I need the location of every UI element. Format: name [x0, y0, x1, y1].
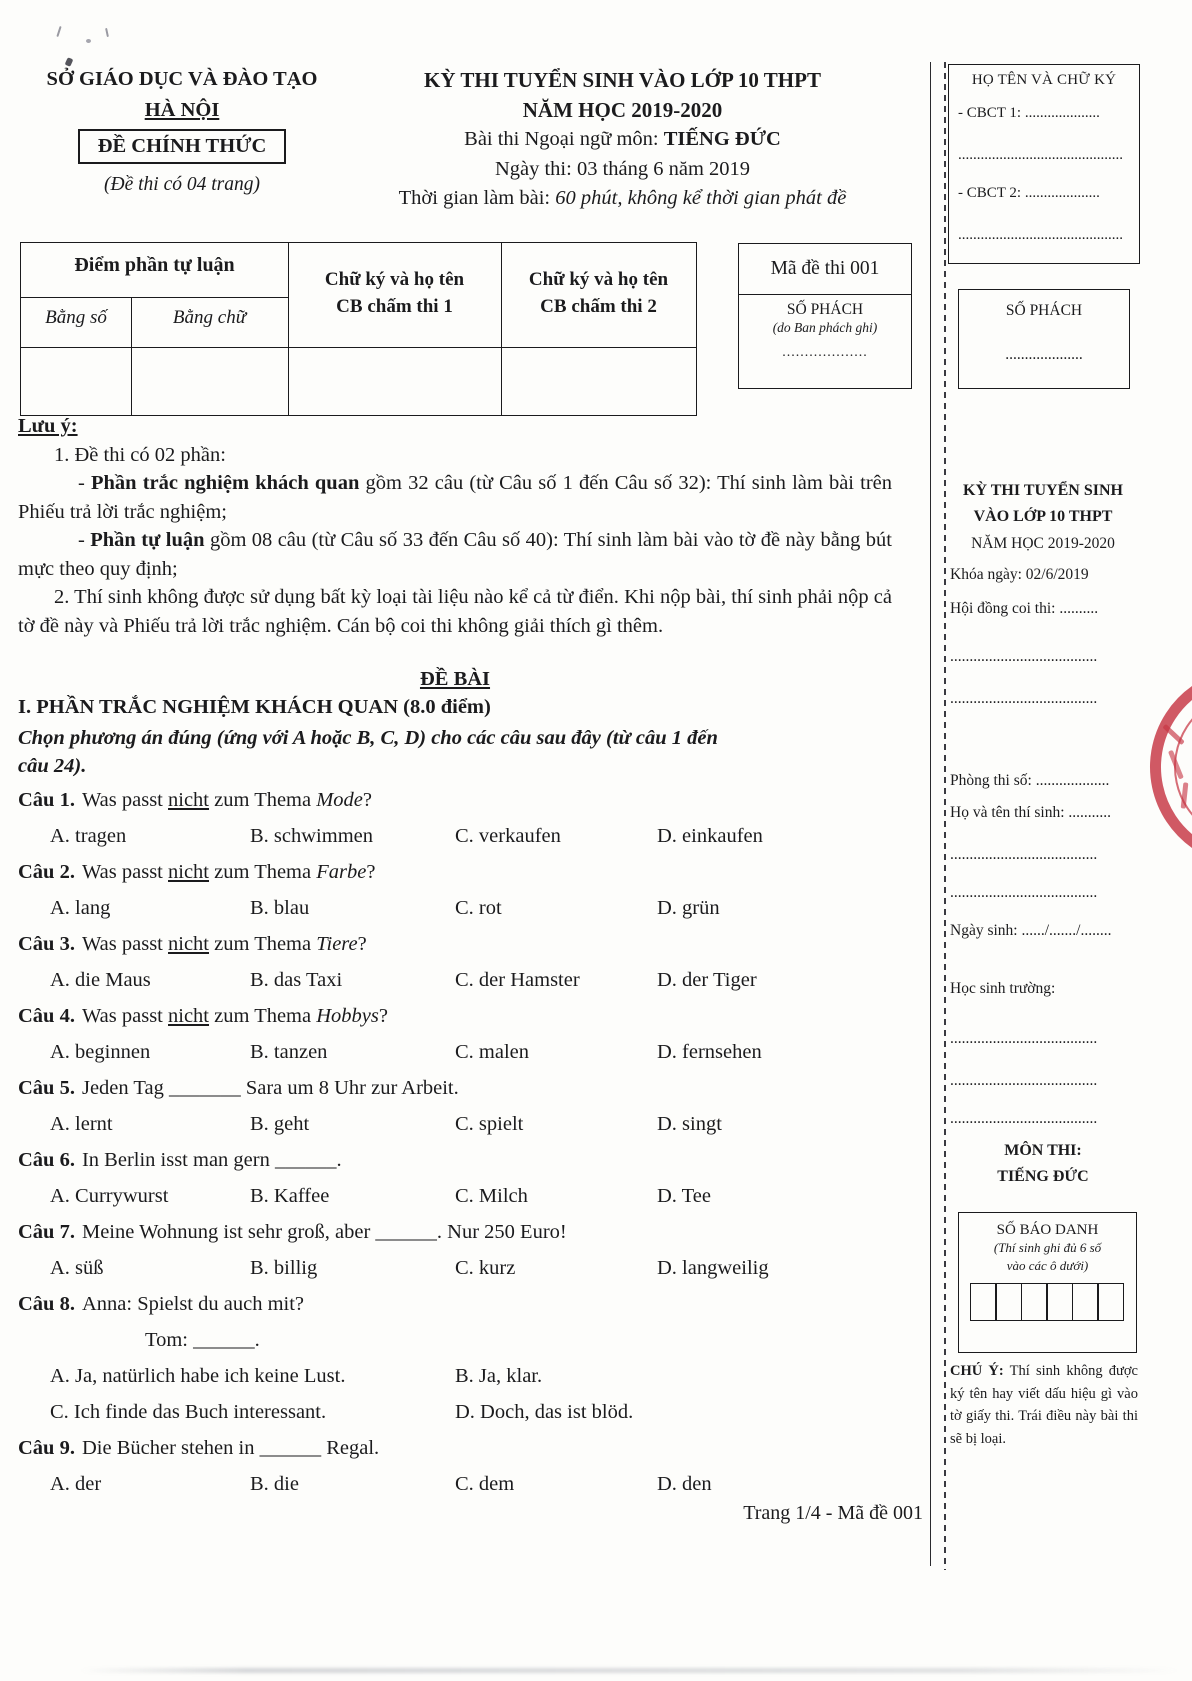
instruction	[18, 724, 898, 780]
candidate-number-note2: vào các ô dưới)	[1006, 1258, 1089, 1273]
sidebar-exam-council: Hội đồng coi thi: ..........	[950, 600, 1099, 617]
answer-options	[18, 1358, 918, 1394]
digit-cell	[1072, 1283, 1099, 1321]
option-d: D. Doch, das ist blöd.	[455, 1401, 634, 1423]
official-exam-badge: ĐỀ CHÍNH THỨC	[78, 129, 287, 164]
q-italic: Farbe	[316, 861, 367, 883]
bullet-1-bold: Phần trắc nghiệm khách quan	[90, 472, 360, 494]
subject-name: TIẾNG ĐỨC	[663, 128, 781, 150]
dotted-line: ............................................	[958, 227, 1123, 243]
sidebar-birth-date: Ngày sinh: ....../......./........	[950, 922, 1112, 939]
option-a: A. lang	[50, 897, 111, 919]
question-6	[18, 1142, 918, 1214]
red-official-stamp	[1132, 650, 1192, 885]
exam-date-line: Ngày thi: 03 tháng 6 năm 2019	[494, 157, 751, 180]
sidebar-exam-title2: VÀO LỚP 10 THPT	[973, 508, 1113, 525]
answer-options	[18, 1250, 918, 1286]
question-5	[18, 1070, 918, 1142]
option-a: A. beginnen	[50, 1041, 151, 1063]
note-item-1: 1. Đề thi có 02 phần:	[54, 443, 226, 466]
exam-title-line2: NĂM HỌC 2019-2020	[522, 97, 723, 122]
note-item-2: 2. Thí sinh không được sử dụng bất kỳ loại tài liệu nào kể cả từ điển. Khi nộp bài, thí sinh phải nộp cả tờ đề này và Phiếu trả lời trắc nghiệm. Cán bộ coi thi không giải thích gì thêm.	[18, 586, 892, 637]
vertical-dashed-cut-line	[944, 62, 946, 1570]
bullet-dash: -	[78, 529, 91, 551]
question-dialog-line: Tom: ______.	[145, 1329, 260, 1351]
so-phach-label: SỐ PHÁCH	[786, 301, 864, 318]
proctor-signature-box	[948, 64, 1140, 264]
answer-options	[18, 962, 918, 998]
header-left	[22, 68, 342, 196]
sidebar-school: Học sinh trường:	[950, 980, 1056, 997]
dotted-line: ......................................	[950, 846, 1098, 863]
q-text: Jeden Tag _______ Sara um 8 Uhr zur Arbeit.	[81, 1077, 459, 1099]
question-number: Câu 5.	[18, 1077, 75, 1099]
grader2-line2: CB chấm thi 2	[540, 296, 657, 317]
sidebar-subject-name: TIẾNG ĐỨC	[997, 1168, 1089, 1185]
grader1-header	[288, 266, 501, 320]
dotted-line: ....................	[1005, 346, 1083, 363]
digit-cell	[1046, 1283, 1073, 1321]
question-number: Câu 1.	[18, 789, 75, 811]
answer-options	[18, 1466, 918, 1502]
candidate-number-note1: (Thí sinh ghi đủ 6 số	[993, 1240, 1102, 1255]
option-b: B. schwimmen	[250, 825, 373, 847]
option-a: A. der	[50, 1473, 102, 1495]
digit-cell	[1097, 1283, 1124, 1321]
candidate-number-title: SỐ BÁO DANH	[996, 1222, 1099, 1238]
q-text: zum Thema	[209, 861, 317, 883]
candidate-number-cells	[959, 1283, 1136, 1321]
proctor-1-line: - CBCT 1: ....................	[958, 105, 1100, 121]
exam-code: Mã đề thi 001	[739, 244, 911, 295]
dotted-line: ......................................	[950, 690, 1098, 707]
score-numeric-header: Bằng số	[45, 307, 107, 328]
de-bai-heading	[18, 668, 892, 691]
option-c: C. rot	[455, 897, 502, 919]
q-underlined: nicht	[168, 861, 210, 883]
option-c: C. verkaufen	[455, 825, 561, 847]
question-2	[18, 854, 918, 926]
option-a: A. Ja, natürlich habe ich keine Lust.	[50, 1365, 346, 1387]
question-text	[18, 1142, 918, 1178]
q-text: ?	[357, 933, 367, 955]
option-b: B. das Taxi	[250, 969, 343, 991]
bullet-2-text: gồm 08 câu (từ Câu số 33 đến Câu số 40): Thí sinh làm bài vào tờ đề này bằng bút mực theo quy định;	[18, 529, 893, 580]
sidebar-session-date: Khóa ngày: 02/6/2019	[950, 566, 1089, 583]
duration-value: 60 phút, không kể thời gian phát đề	[555, 187, 847, 209]
candidate-number-box	[958, 1212, 1137, 1353]
sidebar-subject-label: MÔN THI:	[1004, 1142, 1082, 1159]
duration-prefix: Thời gian làm bài:	[398, 187, 556, 209]
question-3	[18, 926, 918, 998]
question-number: Câu 9.	[18, 1437, 75, 1459]
option-b: B. blau	[250, 897, 310, 919]
grader2-line1: Chữ ký và họ tên	[528, 269, 669, 290]
page-footer: Trang 1/4 - Mã đề 001	[743, 1502, 923, 1524]
subject-line	[330, 125, 915, 155]
vertical-rule	[930, 62, 931, 1566]
proctor-2-line: - CBCT 2: ....................	[958, 185, 1100, 201]
q-underlined: nicht	[168, 789, 210, 811]
score-table	[20, 242, 697, 416]
so-phach-title: SỐ PHÁCH	[1005, 302, 1083, 319]
so-phach-box-right	[958, 289, 1130, 389]
question-text	[18, 926, 918, 962]
q-text: ?	[378, 1005, 388, 1027]
answer-options	[18, 1178, 918, 1214]
option-d: D. grün	[657, 897, 720, 919]
city-name: HÀ NỘI	[144, 99, 220, 121]
digit-cell	[970, 1283, 997, 1321]
answer-options	[18, 890, 918, 926]
question-number: Câu 7.	[18, 1221, 75, 1243]
note-bullet-2	[18, 526, 892, 583]
option-c: C. Ich finde das Buch interessant.	[50, 1401, 327, 1423]
question-9	[18, 1430, 918, 1502]
dotted-line: ......................................	[950, 648, 1098, 665]
dotted-line: ......................................	[950, 1072, 1098, 1089]
option-a: A. die Maus	[50, 969, 151, 991]
option-a: A. lernt	[50, 1113, 113, 1135]
option-d: D. fernsehen	[657, 1041, 762, 1063]
question-text	[18, 782, 918, 818]
q-italic: Mode	[316, 789, 363, 811]
sidebar-candidate-name: Họ và tên thí sinh: ...........	[950, 804, 1112, 821]
grader1-line2: CB chấm thi 1	[336, 296, 453, 317]
option-d: D. den	[657, 1473, 712, 1495]
question-number: Câu 4.	[18, 1005, 75, 1027]
question-4	[18, 998, 918, 1070]
question-number: Câu 8.	[18, 1293, 75, 1315]
sidebar-exam-title1: KỲ THI TUYỂN SINH	[963, 482, 1123, 499]
option-c: C. spielt	[455, 1113, 524, 1135]
so-phach-note: (do Ban phách ghi)	[772, 320, 878, 335]
bullet-1-text: gồm 32 câu (từ Câu số 1 đến Câu số 32): Thí sinh làm bài trên Phiếu trả lời trắc nghiệm;	[18, 472, 893, 523]
grader2-header	[501, 266, 696, 320]
grader1-line1: Chữ ký và họ tên	[324, 269, 465, 290]
option-a: A. tragen	[50, 825, 127, 847]
scan-artifact	[80, 1668, 1180, 1673]
department-name: SỞ GIÁO DỤC VÀ ĐÀO TẠO	[46, 68, 318, 90]
score-words-header: Bằng chữ	[172, 307, 247, 328]
q-text: Meine Wohnung ist sehr groß, aber ______. Nur 250 Euro!	[81, 1221, 567, 1243]
page-count-note: (Đề thi có 04 trang)	[104, 174, 260, 195]
table-divider	[21, 347, 696, 348]
q-text: Was passt	[81, 861, 169, 883]
q-text: Was passt	[81, 1005, 169, 1027]
question-text	[18, 1214, 918, 1250]
digit-cell	[1021, 1283, 1048, 1321]
dotted-line: ......................................	[950, 1030, 1098, 1047]
option-d: D. Tee	[657, 1185, 711, 1207]
dotted-line: ......................................	[950, 884, 1098, 901]
option-c: C. kurz	[455, 1257, 516, 1279]
essay-score-header: Điểm phần tự luận	[74, 254, 235, 276]
notes-title: Lưu ý:	[18, 415, 78, 437]
option-b: B. tanzen	[250, 1041, 328, 1063]
dotted-line: ...................	[782, 345, 868, 360]
pen-mark	[105, 28, 109, 37]
option-d: D. einkaufen	[657, 825, 763, 847]
instruction-line2: câu 24).	[18, 755, 87, 777]
instruction-line1: Chọn phương án đúng (ứng với A hoặc B, C, D) cho các câu sau đây (từ câu 1 đến	[18, 727, 718, 749]
option-c: C. dem	[455, 1473, 515, 1495]
question-text	[18, 998, 918, 1034]
note-bullet-1	[18, 469, 892, 526]
digit-cell	[995, 1283, 1022, 1321]
option-c: C. Milch	[455, 1185, 528, 1207]
option-b: B. billig	[250, 1257, 318, 1279]
question-text	[18, 1070, 918, 1106]
question-number: Câu 3.	[18, 933, 75, 955]
q-underlined: nicht	[168, 933, 210, 955]
question-text	[18, 854, 918, 890]
option-d: D. langweilig	[657, 1257, 769, 1279]
notes-section	[18, 412, 892, 640]
q-text: ?	[366, 861, 376, 883]
q-text: Was passt	[81, 933, 169, 955]
sidebar-exam-title3: NĂM HỌC 2019-2020	[971, 535, 1115, 552]
q-italic: Tiere	[316, 933, 358, 955]
q-text: In Berlin isst man gern ______.	[81, 1149, 342, 1171]
table-divider	[21, 297, 288, 298]
option-c: C. malen	[455, 1041, 530, 1063]
dotted-line: ......................................	[950, 1110, 1098, 1127]
q-text: zum Thema	[209, 933, 317, 955]
q-underlined: nicht	[168, 1005, 210, 1027]
q-text: Anna: Spielst du auch mit?	[81, 1293, 305, 1315]
q-text: zum Thema	[209, 1005, 317, 1027]
option-d: D. der Tiger	[657, 969, 757, 991]
bullet-2-bold: Phần tự luận	[90, 529, 205, 551]
duration-line	[330, 184, 915, 214]
answer-options	[18, 1394, 918, 1430]
part-1-heading: I. PHẦN TRẮC NGHIỆM KHÁCH QUAN (8.0 điểm)	[18, 696, 491, 718]
question-8	[18, 1286, 918, 1430]
option-a: A. süß	[50, 1257, 104, 1279]
question-number: Câu 6.	[18, 1149, 75, 1171]
exam-title-line1: KỲ THI TUYỂN SINH VÀO LỚP 10 THPT	[424, 68, 821, 92]
option-c: C. der Hamster	[455, 969, 580, 991]
pen-mark	[56, 26, 61, 37]
q-text: Die Bücher stehen in ______ Regal.	[81, 1437, 380, 1459]
q-text: ?	[362, 789, 373, 811]
questions-list	[18, 782, 918, 1502]
answer-options	[18, 818, 918, 854]
ink-smudge	[65, 57, 74, 67]
answer-options	[18, 1106, 918, 1142]
option-d: D. singt	[657, 1113, 722, 1135]
question-number: Câu 2.	[18, 861, 75, 883]
de-bai-text: ĐỀ BÀI	[419, 668, 491, 690]
option-b: B. die	[250, 1473, 299, 1495]
q-text: Was passt	[81, 789, 169, 811]
bullet-dash: -	[78, 472, 91, 494]
header-center	[330, 66, 915, 214]
warning-text: Thí sinh không được ký tên hay viết dấu hiệu gì vào tờ giấy thi. Trái điều này bài thi sẽ bị loại.	[950, 1363, 1138, 1447]
subject-prefix: Bài thi Ngoại ngữ môn:	[464, 128, 664, 150]
warning-label: CHÚ Ý:	[950, 1363, 1004, 1379]
answer-options	[18, 1034, 918, 1070]
option-a: A. Currywurst	[50, 1185, 169, 1207]
question-text	[18, 1430, 918, 1466]
warning-note	[950, 1360, 1138, 1450]
proctor-box-title: HỌ TÊN VÀ CHỮ KÝ	[971, 72, 1117, 88]
option-b: B. Ja, klar.	[455, 1365, 543, 1387]
dotted-line: ............................................	[958, 147, 1123, 163]
question-7	[18, 1214, 918, 1286]
sidebar-room-number: Phòng thi số: ...................	[950, 772, 1110, 789]
q-italic: Hobbys	[316, 1005, 379, 1027]
option-b: B. Kaffee	[250, 1185, 330, 1207]
question-1	[18, 782, 918, 854]
question-text	[18, 1286, 918, 1322]
exam-code-box	[738, 243, 912, 389]
option-b: B. geht	[250, 1113, 310, 1135]
q-text: zum Thema	[209, 789, 317, 811]
pen-mark	[86, 39, 91, 43]
